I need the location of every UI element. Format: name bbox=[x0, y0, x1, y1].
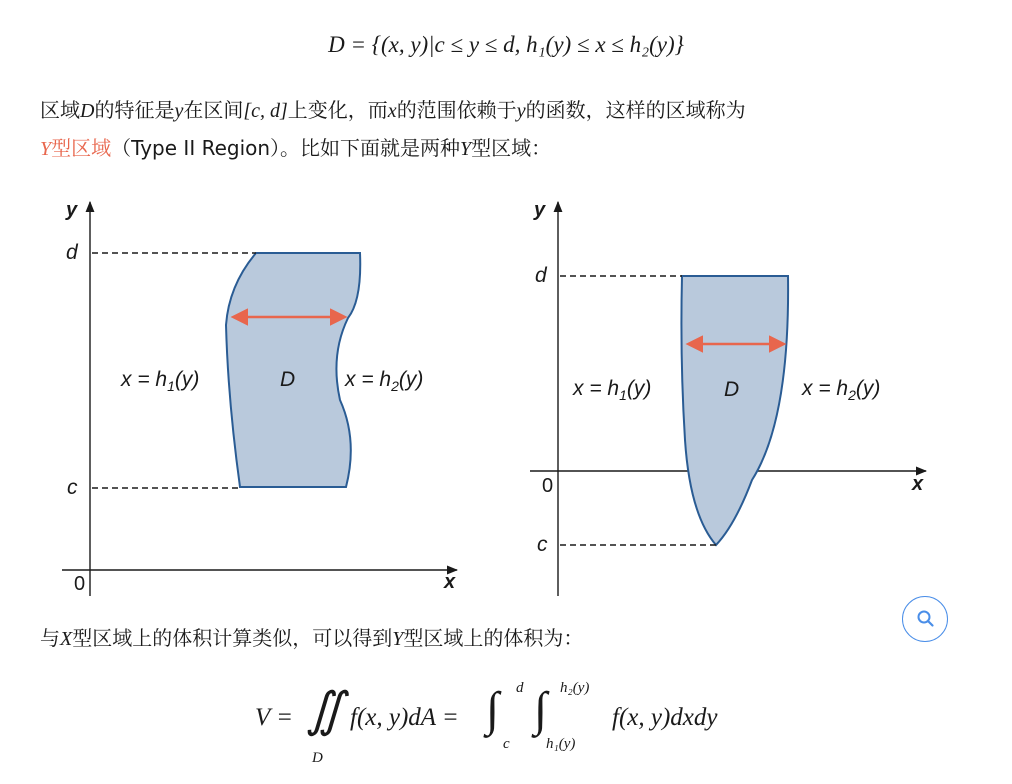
eq-double-integral: ∬ bbox=[306, 684, 344, 737]
eq-region-subscript: D bbox=[312, 750, 323, 766]
left-x-axis-label: x bbox=[444, 571, 456, 593]
right-d-label: d bbox=[535, 264, 547, 287]
math-Y: Y bbox=[40, 138, 52, 160]
set-definition-text: D = {(x, y)|c ≤ y ≤ d, h₁(y) ≤ x ≤ h₂(y)} bbox=[328, 32, 684, 57]
left-y-axis-label: y bbox=[66, 199, 78, 221]
math-y: y bbox=[174, 100, 184, 122]
right-y-axis-label: y bbox=[534, 199, 546, 221]
text-segment: （Type II Region）。比如下面就是两种 bbox=[111, 136, 461, 160]
search-icon bbox=[903, 597, 949, 643]
math-x: x bbox=[387, 100, 397, 122]
eq-outer-lower-limit: c bbox=[503, 736, 510, 752]
left-region-label: D bbox=[280, 368, 296, 391]
eq-inner-upper-limit: h₂(y) bbox=[560, 680, 590, 696]
volume-integral-equation bbox=[250, 676, 770, 776]
right-c-label: c bbox=[537, 533, 548, 556]
math-X: X bbox=[60, 628, 73, 650]
left-d-label: d bbox=[66, 241, 78, 264]
text-segment: 的范围依赖于 bbox=[396, 98, 517, 122]
eq-outer-integral: ∫ bbox=[486, 683, 500, 736]
text-segment: 型区域上的体积为： bbox=[403, 626, 584, 650]
eq-inner-lower-limit: h₁(y) bbox=[546, 736, 576, 752]
text-segment: 与 bbox=[40, 626, 60, 650]
image-zoom-button[interactable] bbox=[902, 596, 948, 642]
eq-inner-integral: ∫ bbox=[534, 683, 548, 736]
right-region-D bbox=[681, 276, 788, 545]
eq-integrand-dxdy: f(x, y)dxdy bbox=[612, 704, 718, 731]
right-origin-label: 0 bbox=[542, 475, 554, 497]
right-h1-label: $x = h_1(y)$ bbox=[573, 377, 652, 403]
text-segment: 型区域上的体积计算类似，可以得到 bbox=[72, 626, 393, 650]
link-text: 型区域 bbox=[51, 136, 112, 160]
math-D: D bbox=[80, 100, 95, 122]
text-segment: 区域 bbox=[40, 98, 80, 122]
text-segment: 上变化，而 bbox=[287, 98, 388, 122]
left-c-label: c bbox=[67, 476, 78, 499]
text-segment: 型区域： bbox=[471, 136, 552, 160]
eq-V: V = bbox=[255, 704, 293, 731]
left-h1-label: $x = h_1(y)$ bbox=[121, 368, 200, 394]
right-region-label: D bbox=[724, 378, 740, 401]
math-Y: Y bbox=[392, 628, 404, 650]
text-segment: 的特征是 bbox=[94, 98, 175, 122]
right-figure bbox=[530, 199, 926, 596]
eq-outer-upper-limit: d bbox=[516, 680, 524, 696]
text-segment: 在区间 bbox=[183, 98, 244, 122]
math-y: y bbox=[516, 100, 526, 122]
left-origin-label: 0 bbox=[74, 573, 86, 595]
text-segment: 的函数，这样的区域称为 bbox=[525, 98, 746, 122]
paragraph-volume-intro bbox=[40, 624, 583, 653]
right-h2-label: $x = h_2(y)$ bbox=[802, 377, 881, 403]
eq-integrand-dA: f(x, y)dA = bbox=[350, 704, 459, 731]
left-h2-label: $x = h_2(y)$ bbox=[345, 368, 424, 394]
left-figure bbox=[62, 199, 457, 596]
math-Y: Y bbox=[460, 138, 472, 160]
math-interval: [c, d] bbox=[243, 100, 288, 122]
right-x-axis-label: x bbox=[912, 473, 924, 495]
